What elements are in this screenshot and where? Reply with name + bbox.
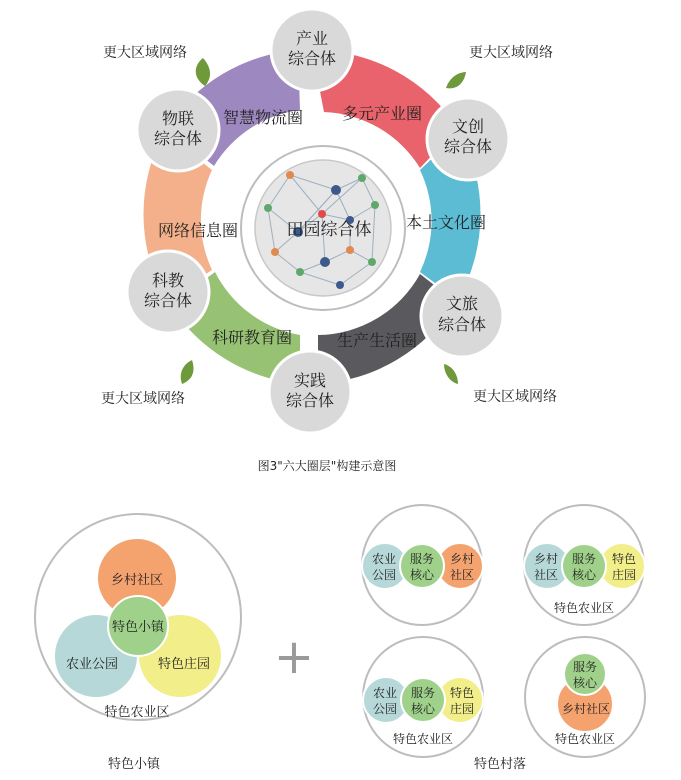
village-4 bbox=[525, 637, 645, 757]
village-1-right-line1: 乡村 bbox=[449, 552, 475, 566]
village-3-center-line1: 服务 bbox=[410, 686, 436, 700]
town-top-label: 乡村社区 bbox=[110, 573, 164, 588]
node-cultural-tourism-line2: 综合体 bbox=[437, 315, 487, 334]
village-3 bbox=[363, 637, 483, 757]
corner-label-top-right: 更大区域网络 bbox=[469, 45, 553, 61]
node-cultural-creative-line1: 文创 bbox=[451, 117, 485, 136]
village-1-center-line2: 核心 bbox=[409, 568, 435, 582]
node-practice-line2: 综合体 bbox=[285, 391, 335, 410]
villages-caption: 特色村落 bbox=[473, 757, 527, 772]
corner-label-bottom-right: 更大区域网络 bbox=[473, 389, 557, 405]
plus-sign: + bbox=[273, 629, 315, 685]
village-2-right-line2: 庄园 bbox=[611, 568, 637, 582]
ring-diagram bbox=[101, 9, 557, 473]
center-label: 田园综合体 bbox=[286, 220, 372, 240]
node-cultural-tourism bbox=[421, 275, 503, 357]
town-left-label: 农业公园 bbox=[65, 657, 119, 672]
segment-label-logistics: 智慧物流圈 bbox=[222, 108, 304, 127]
village-2-right-line1: 特色 bbox=[611, 552, 637, 566]
leaf-icon bbox=[181, 360, 194, 384]
node-science-education-line1: 科教 bbox=[151, 271, 185, 290]
node-industry-line1: 产业 bbox=[295, 29, 329, 48]
village-4-area: 特色农业区 bbox=[554, 732, 616, 746]
figure-caption: 图3"六大圈层"构建示意图 bbox=[257, 459, 397, 473]
node-cultural-tourism-line1: 文旅 bbox=[445, 294, 479, 313]
node-iot-line2: 综合体 bbox=[153, 129, 203, 148]
village-2-left-line1: 乡村 bbox=[533, 552, 559, 566]
village-3-left-line2: 公园 bbox=[372, 702, 398, 716]
town-center-label: 特色小镇 bbox=[111, 620, 165, 635]
town-diagram bbox=[35, 514, 241, 772]
corner-label-bottom-left: 更大区域网络 bbox=[101, 391, 185, 407]
node-industry-line2: 综合体 bbox=[287, 49, 337, 68]
segment-label-research: 科研教育圈 bbox=[211, 328, 293, 347]
village-3-center-line2: 核心 bbox=[410, 702, 436, 716]
village-4-center-line2: 核心 bbox=[572, 676, 598, 690]
node-cultural-creative-line2: 综合体 bbox=[443, 137, 493, 156]
town-right-label: 特色庄园 bbox=[157, 657, 211, 672]
village-3-right-line1: 特色 bbox=[449, 686, 475, 700]
segment-label-network: 网络信息圈 bbox=[157, 221, 239, 240]
village-1-left-line2: 公园 bbox=[371, 568, 397, 582]
village-1-center-line1: 服务 bbox=[409, 552, 435, 566]
village-3-left-line1: 农业 bbox=[372, 686, 398, 700]
segment-label-industry: 多元产业圈 bbox=[341, 104, 423, 123]
node-practice bbox=[269, 351, 351, 433]
segment-label-life: 生产生活圈 bbox=[336, 331, 418, 350]
node-cultural-creative bbox=[427, 98, 509, 180]
node-industry bbox=[271, 9, 353, 91]
segment-label-culture: 本土文化圈 bbox=[405, 213, 487, 232]
village-1-right-line2: 社区 bbox=[449, 568, 475, 582]
village-4-center-line1: 服务 bbox=[572, 660, 598, 674]
village-1-left-line1: 农业 bbox=[371, 552, 397, 566]
village-3-area: 特色农业区 bbox=[392, 732, 454, 746]
village-4-bottom: 乡村社区 bbox=[561, 702, 611, 716]
node-practice-line1: 实践 bbox=[293, 371, 327, 390]
village-2-center-line1: 服务 bbox=[571, 552, 597, 566]
node-science-education bbox=[127, 251, 209, 333]
leaf-icon bbox=[446, 72, 466, 88]
node-iot-line1: 物联 bbox=[161, 109, 195, 128]
village-2-left-line2: 社区 bbox=[533, 568, 559, 582]
leaf-icon bbox=[196, 58, 210, 86]
corner-label-top-left: 更大区域网络 bbox=[103, 45, 187, 61]
village-2-center-line2: 核心 bbox=[571, 568, 597, 582]
village-2-area: 特色农业区 bbox=[553, 601, 615, 615]
village-2 bbox=[524, 505, 645, 625]
town-area-label: 特色农业区 bbox=[104, 705, 170, 720]
node-science-education-line2: 综合体 bbox=[143, 291, 193, 310]
node-iot bbox=[137, 89, 219, 171]
town-caption: 特色小镇 bbox=[107, 757, 161, 772]
leaf-icon bbox=[444, 364, 458, 384]
village-3-right-line2: 庄园 bbox=[449, 702, 475, 716]
village-1 bbox=[362, 505, 483, 625]
